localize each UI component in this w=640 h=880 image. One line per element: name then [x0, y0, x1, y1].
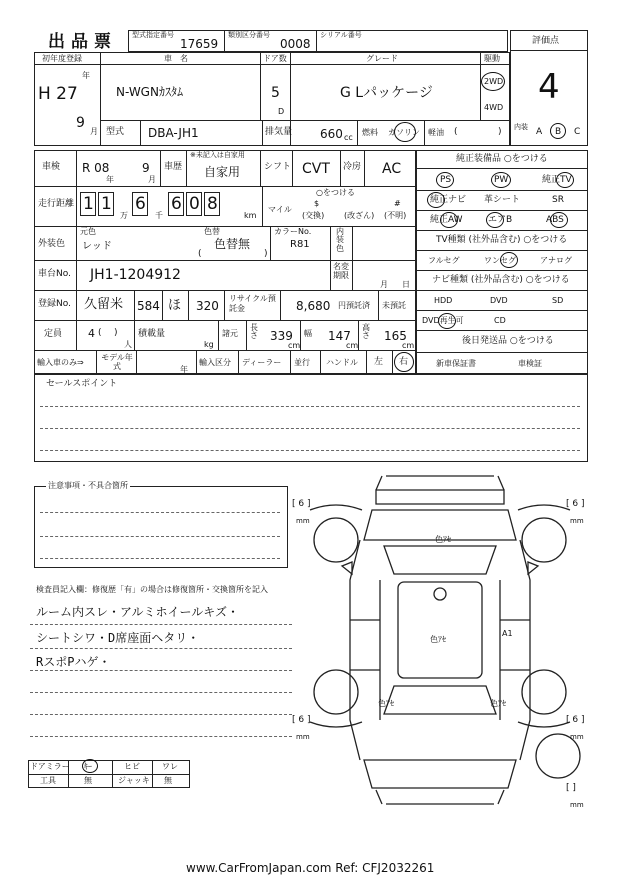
history-note: ※未記入は自家用	[190, 151, 245, 159]
import-dealer: ディーラー	[242, 358, 282, 367]
equip-airbag-circle	[486, 212, 504, 228]
year-unit: 年	[82, 71, 90, 80]
km-unit: km	[244, 211, 257, 220]
nav-dvd-play-circle	[438, 313, 456, 329]
first-reg-year: H 27	[38, 84, 78, 104]
reg-kana: ほ	[168, 298, 182, 313]
equip-abs-circle	[550, 212, 568, 228]
tv-fullseg: フルセグ	[428, 256, 460, 265]
recycle-unit: 円預託済	[338, 301, 370, 310]
mileage-digit-3: 6	[135, 194, 146, 214]
car-name: N-WGNｶｽﾀﾑ	[116, 85, 183, 99]
interior-a: A	[536, 127, 543, 137]
mileage-digit-4: 6	[171, 194, 182, 214]
height-unit: cm	[402, 341, 415, 350]
jack-label: ジャッキ	[118, 776, 150, 785]
sheet-title: 出品票	[48, 32, 117, 52]
history-value: 自家用	[204, 165, 241, 179]
man-unit: 万	[120, 211, 128, 220]
unknown-label: (不明)	[384, 211, 407, 220]
damage-rear-right: 色ｱｾ	[490, 699, 506, 708]
equip-ps-circle	[436, 172, 454, 188]
handle-label: ハンドル	[326, 358, 358, 367]
tv-title: TV種類 (社外品含む) ○をつける	[436, 235, 568, 245]
equip-airbag: エアB	[488, 215, 513, 225]
ac-value: AC	[382, 161, 402, 177]
equip-leather: 革シート	[484, 195, 521, 205]
note-line-2: シートシワ・D席座面ヘタリ・	[36, 631, 200, 645]
interior-label: 内装	[514, 123, 528, 131]
nav-dvd-play: DVD再生可	[422, 316, 464, 325]
drive-label: 駆動	[484, 54, 500, 63]
drive-2wd: 2WD	[484, 77, 504, 86]
equip-abs: ABS	[546, 215, 564, 225]
model-code-label: 型式指定番号	[132, 31, 174, 39]
reg-number: 320	[196, 299, 219, 313]
hash-sign: #	[394, 199, 401, 208]
crack-label: ヒビ	[124, 762, 140, 771]
mirror-label: ドアミラー	[30, 762, 70, 771]
interior-b: B	[555, 127, 562, 137]
month-unit: 月	[90, 127, 98, 136]
drive-2wd-circle	[481, 72, 505, 91]
displacement-label: 排気量	[265, 127, 293, 137]
sales-point-label: セールスポイント	[46, 379, 118, 389]
nav-hdd: HDD	[434, 296, 453, 305]
exchanged-label: (交換)	[302, 211, 325, 220]
shaken-month: 9	[142, 161, 150, 175]
tire-fl-unit: mm	[296, 517, 310, 525]
shaken-date: R 08	[82, 161, 110, 175]
fuel-gasoline: ガソリン	[388, 128, 420, 137]
tire-rl-unit: mm	[296, 733, 310, 741]
equip-tv: 純正TV	[542, 175, 572, 185]
person-unit: 人	[124, 340, 132, 349]
capacity: 4	[88, 327, 95, 340]
equip-aw: 純正AW	[430, 215, 463, 225]
tire-rr-unit: mm	[570, 733, 584, 741]
height-label: 高さ	[362, 323, 370, 341]
dollar-sign: $	[314, 199, 320, 208]
caution-label: 注意事項・不具合箇所	[48, 481, 128, 490]
tire-spare: [ ]	[566, 783, 576, 793]
tampered-label: (改ざん)	[344, 211, 375, 220]
shift-label: シフト	[264, 162, 292, 172]
name-change-label: 名変期限	[333, 262, 349, 280]
tv-oneseg: ワンセグ	[484, 256, 516, 265]
caution-box	[34, 486, 288, 568]
displacement: 660	[320, 127, 343, 141]
length-unit: cm	[288, 341, 301, 350]
drive-4wd: 4WD	[484, 103, 504, 112]
handle-right: 右	[399, 357, 409, 367]
equip-pw-circle	[491, 172, 511, 188]
height-value: 165	[384, 329, 407, 343]
nav-cd: CD	[494, 316, 506, 325]
tools-value: 無	[84, 776, 92, 785]
first-reg-label: 初年度登録	[42, 54, 82, 63]
tire-rr: [ 6 ]	[566, 715, 585, 725]
shaken-month-unit: 月	[148, 175, 156, 184]
recycle-unpaid: 未預託	[382, 301, 406, 310]
serial-label: シリアル番号	[320, 31, 362, 39]
color-change-label: 色替	[204, 227, 220, 236]
length-value: 339	[270, 329, 293, 343]
tire-fr-unit: mm	[570, 517, 584, 525]
docs-warranty: 新車保証書	[436, 359, 476, 368]
damage-hood: 色ｱｾ	[435, 535, 451, 544]
ac-label: 冷房	[343, 162, 362, 172]
mileage-digit-5: 0	[189, 194, 200, 214]
color-change: 色替無	[214, 237, 251, 251]
shaken-label: 車検	[42, 162, 61, 172]
kg-unit: kg	[204, 340, 214, 349]
equip-ps: PS	[440, 175, 452, 185]
model-label: 型式	[106, 127, 125, 137]
equip-aw-circle	[440, 212, 458, 228]
ext-color-label: 外装色	[38, 239, 66, 249]
load-label: 積載量	[138, 329, 166, 339]
mirror-key: ｷｰ	[84, 762, 92, 771]
break-label: ワレ	[162, 762, 178, 771]
mileage-digit-6: 8	[207, 194, 218, 214]
recycle-label: リサイクル預託金	[229, 294, 276, 313]
history-label: 車歴	[164, 162, 183, 172]
mirror-circle	[82, 759, 98, 773]
tv-oneseg-circle	[500, 252, 518, 268]
interior-c: C	[574, 127, 581, 137]
tire-fl: [ 6 ]	[292, 499, 311, 509]
footer-ref: www.CarFromJapan.com Ref: CFJ2032261	[186, 861, 435, 875]
handle-left: 左	[374, 357, 384, 367]
nav-sd: SD	[552, 296, 564, 305]
recycle-amount: 8,680	[296, 299, 331, 313]
damage-roof: 色ｱｾ	[430, 635, 446, 644]
handle-right-circle	[394, 352, 414, 372]
model-code-value: DBA-JH1	[148, 126, 199, 140]
color-no-label: カラーNo.	[274, 227, 312, 236]
note-line-3: RスポPハゲ・	[36, 655, 111, 669]
jack-value: 無	[164, 776, 172, 785]
sen-unit: 千	[155, 211, 163, 220]
mileage-label: 走行距離	[38, 199, 75, 209]
grade-label: グレード	[366, 54, 398, 63]
reg-class: 584	[137, 299, 160, 313]
docs-title: 後日発送品 ○をつける	[462, 336, 554, 346]
import-label: 輸入車のみ⇒	[37, 358, 84, 367]
cc-unit: cc	[344, 133, 353, 142]
model-year-unit: 年	[180, 365, 188, 374]
doors-count: 5	[271, 85, 280, 101]
fuel-diesel: 軽油	[428, 128, 444, 137]
import-parallel: 並行	[294, 358, 310, 367]
doors-label: ドア数	[263, 54, 287, 63]
nav-dvd: DVD	[490, 296, 508, 305]
int-color-label: 内装色	[336, 227, 344, 253]
shift-value: CVT	[302, 161, 330, 177]
length-label: 長さ	[250, 323, 258, 341]
tools-label: 工具	[40, 776, 56, 785]
note-line-1: ルーム内スレ・アルミホイールキズ・	[36, 605, 240, 619]
import-type-label: 輸入区分	[199, 358, 231, 367]
mileage-digit-2: 1	[101, 194, 112, 214]
orig-color-label: 元色	[80, 227, 96, 236]
width-unit: cm	[346, 341, 359, 350]
capacity-label: 定員	[44, 329, 63, 339]
category-label: 類別区分番号	[228, 31, 270, 39]
tire-rl: [ 6 ]	[292, 715, 311, 725]
car-name-label: 車 名	[164, 54, 188, 63]
equip-tv-circle	[556, 172, 574, 188]
tire-fr: [ 6 ]	[566, 499, 585, 509]
model-year-label: モデル年式	[101, 353, 133, 372]
reg-label: 登録No.	[38, 299, 71, 309]
mile-label: マイル	[268, 205, 292, 214]
shaken-year-unit: 年	[106, 175, 114, 184]
ext-color: レッド	[82, 241, 112, 252]
nav-title: ナビ種類 (社外品含む) ○をつける	[432, 275, 570, 285]
equip-navi: 純正ナビ	[430, 195, 467, 205]
tire-spare-unit: mm	[570, 801, 584, 809]
inspector-label: 検査員記入欄：修復歴「有」の場合は修復箇所・交換箇所を記入	[36, 585, 268, 594]
reg-area: 久留米	[84, 297, 124, 312]
color-no: R81	[290, 239, 310, 250]
doors-sub: D	[278, 107, 285, 116]
chassis-label: 車台No.	[38, 269, 71, 279]
interior-b-circle	[550, 123, 566, 139]
name-change-month: 月	[380, 280, 388, 289]
first-reg-month: 9	[76, 115, 85, 131]
mileage-digit-1: 1	[83, 194, 94, 214]
fuel-label: 燃料	[362, 128, 378, 137]
grade-score: 4	[538, 67, 560, 107]
size-label: 諸元	[222, 329, 238, 338]
model-code: 17659	[180, 37, 219, 51]
docs-shakensho: 車検証	[518, 359, 542, 368]
fuel-circle	[394, 122, 416, 142]
category-number: 0008	[280, 37, 311, 51]
tv-analog: アナログ	[540, 256, 572, 265]
equipment-title: 純正装備品 ○をつける	[456, 154, 548, 164]
equip-navi-circle	[427, 192, 445, 208]
mile-note: ○をつける	[316, 188, 355, 197]
width-value: 147	[328, 329, 351, 343]
damage-rear-left: 色ｱｾ	[378, 699, 394, 708]
grade-name: G Lパッケージ	[340, 85, 433, 101]
chassis-number: JH1-1204912	[90, 267, 181, 283]
equip-pw: PW	[494, 175, 509, 185]
width-label: 幅	[304, 329, 312, 338]
damage-right-door: A1	[502, 629, 513, 638]
score-label: 評価点	[532, 36, 560, 46]
equip-sr: SR	[552, 195, 564, 205]
